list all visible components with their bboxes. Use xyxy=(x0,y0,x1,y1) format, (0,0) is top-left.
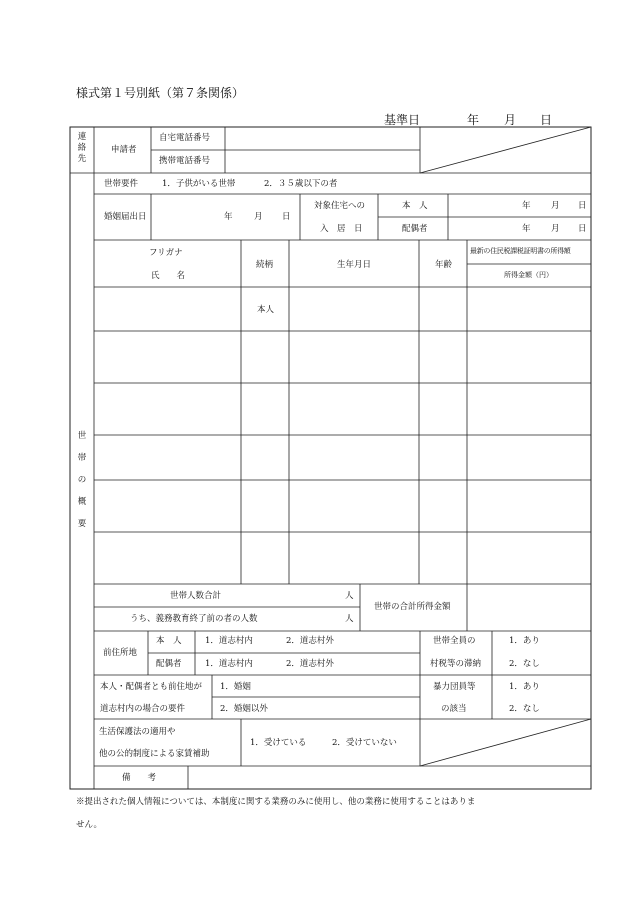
form-title: 様式第１号別紙（第７条関係） xyxy=(76,86,245,100)
previous-req-opt1: 1．婚姻 xyxy=(220,682,251,692)
marriage-label: 婚姻届出日 xyxy=(104,212,147,222)
members-total-label: 世帯人数合計 xyxy=(170,591,222,601)
relation-header: 続柄 xyxy=(256,260,274,270)
previous-address-spouse: 配偶者 xyxy=(156,659,182,669)
members-total-unit: 人 xyxy=(345,591,354,601)
remarks-label: 備 考 xyxy=(122,773,157,783)
tax-label-1: 世帯全員の xyxy=(433,636,476,646)
move-in-label-2: 入 居 日 xyxy=(320,224,363,234)
name-header: 氏 名 xyxy=(151,271,186,281)
base-date-day: 日 xyxy=(540,113,553,127)
base-date-year: 年 xyxy=(467,113,480,127)
previous-req-label-1: 本人・配偶者とも前住地が xyxy=(100,682,203,692)
contact-label-char: 絡 xyxy=(77,143,87,153)
move-in-spouse-year: 年 xyxy=(522,224,531,234)
move-in-self-year: 年 xyxy=(522,201,531,211)
marriage-year: 年 xyxy=(224,212,233,222)
gang-opt2: 2．なし xyxy=(509,704,540,714)
previous-address-self: 本 人 xyxy=(156,636,182,646)
children-count-label: うち、義務教育終了前の者の人数 xyxy=(130,614,258,624)
marriage-day: 日 xyxy=(282,212,291,222)
previous-address-label: 前住所地 xyxy=(103,648,138,658)
move-in-spouse-month: 月 xyxy=(551,224,560,234)
requirement-option-2: 2．３５歳以下の者 xyxy=(264,179,338,189)
move-in-self-month: 月 xyxy=(551,201,560,211)
move-in-label-1: 対象住宅への xyxy=(314,201,366,211)
welfare-label-1: 生活保護法の適用や xyxy=(99,727,176,737)
tax-label-2: 村税等の滞納 xyxy=(430,659,482,669)
welfare-label-2: 他の公的制度による家賃補助 xyxy=(99,749,210,759)
prev-spouse-opt1: 1．道志村内 xyxy=(205,659,253,669)
income-header-1: 最新の住民税課税証明書の所得額 xyxy=(470,247,571,255)
income-header-2: 所得金額（円） xyxy=(504,271,553,279)
previous-req-opt2: 2．婚姻以外 xyxy=(220,704,268,714)
summary-label-char: 帯 xyxy=(77,453,87,463)
move-in-spouse: 配偶者 xyxy=(402,224,428,234)
base-date-label: 基準日 xyxy=(384,113,421,127)
welfare-opt1: 1．受けている xyxy=(250,738,307,748)
previous-req-label-2: 道志村内の場合の要件 xyxy=(100,704,186,714)
children-count-unit: 人 xyxy=(345,614,354,624)
contact-label-char: 連 xyxy=(77,132,87,142)
first-row-relation: 本人 xyxy=(257,305,275,315)
footnote-line-2: せん。 xyxy=(76,820,103,830)
home-phone-label: 自宅電話番号 xyxy=(159,133,211,143)
summary-label-char: 概 xyxy=(77,497,87,507)
mobile-phone-label: 携帯電話番号 xyxy=(159,156,211,166)
gang-opt1: 1．あり xyxy=(509,682,540,692)
prev-spouse-opt2: 2．道志村外 xyxy=(286,659,334,669)
age-header: 年齢 xyxy=(435,260,453,270)
prev-self-opt2: 2．道志村外 xyxy=(286,636,334,646)
summary-label-char: 要 xyxy=(77,519,87,529)
welfare-opt2: 2．受けていない xyxy=(332,738,397,748)
furigana-header: フリガナ xyxy=(149,248,183,258)
base-date-month: 月 xyxy=(504,113,517,127)
prev-self-opt1: 1．道志村内 xyxy=(205,636,253,646)
summary-label-char: の xyxy=(77,475,87,485)
applicant-label: 申請者 xyxy=(111,145,137,155)
gang-label-2: の該当 xyxy=(441,704,467,714)
summary-label-char: 世 xyxy=(77,431,87,441)
move-in-self-day: 日 xyxy=(578,201,587,211)
income-total-label: 世帯の合計所得金額 xyxy=(374,602,451,612)
requirement-option-1: 1．子供がいる世帯 xyxy=(162,179,236,189)
birthdate-header: 生年月日 xyxy=(337,260,372,270)
move-in-self: 本 人 xyxy=(402,201,428,211)
tax-opt2: 2．なし xyxy=(509,659,540,669)
requirements-label: 世帯要件 xyxy=(104,179,139,189)
footnote-line-1: ※提出された個人情報については、本制度に関する業務のみに使用し、他の業務に使用することはありま xyxy=(76,797,476,807)
marriage-month: 月 xyxy=(254,212,263,222)
gang-label-1: 暴力団員等 xyxy=(433,682,476,692)
tax-opt1: 1．あり xyxy=(509,636,540,646)
move-in-spouse-day: 日 xyxy=(578,224,587,234)
contact-label-char: 先 xyxy=(77,154,87,164)
